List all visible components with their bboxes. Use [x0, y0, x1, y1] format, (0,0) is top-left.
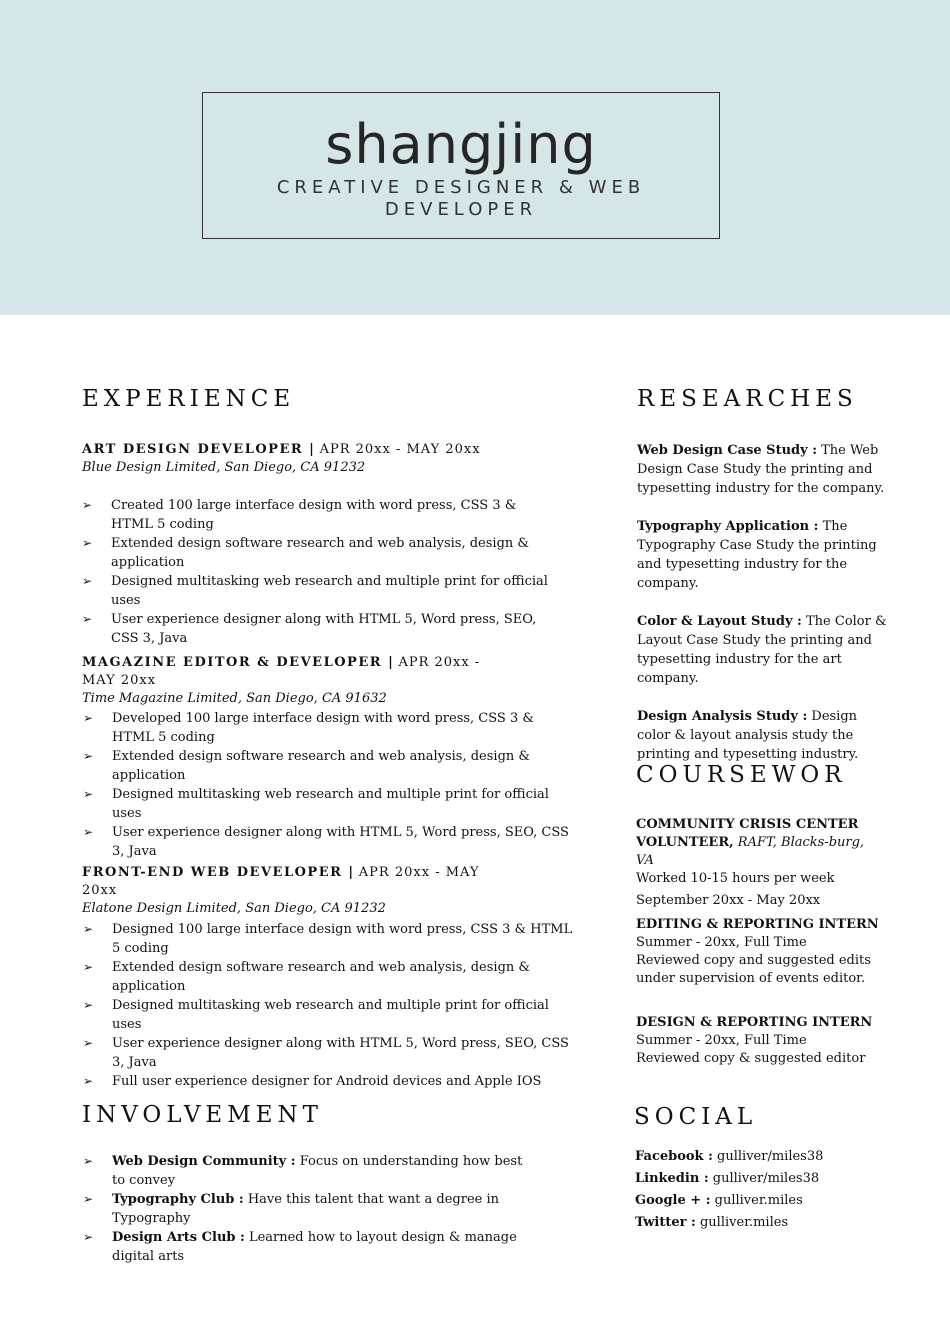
job-title-line	[82, 654, 482, 690]
job-title-line	[82, 864, 482, 900]
research-item: Design Analysis Study : Design color & layout analysis study the printing and typesetting industry.	[637, 709, 859, 762]
arrow-bullet-icon: ➢	[83, 960, 94, 974]
arrow-bullet-icon: ➢	[83, 787, 94, 801]
social-section	[634, 1104, 757, 1130]
coursework-item: DESIGN & REPORTING INTERN Summer - 20xx, Full Time Reviewed copy & suggested editor	[636, 1015, 873, 1066]
arrow-bullet-icon: ➢	[83, 922, 94, 936]
social-facebook: Facebook : gulliver/miles38	[635, 1149, 824, 1164]
list-item: ➢ Designed multitasking web research and multiple print for official uses	[83, 787, 549, 821]
researches-section	[637, 386, 858, 412]
arrow-bullet-icon: ➢	[83, 711, 94, 725]
social-twitter: Twitter : gulliver.miles	[635, 1215, 789, 1230]
researches-title: RESEARCHES	[637, 386, 858, 412]
social-title: SOCIAL	[634, 1104, 758, 1130]
job-dates: APR 20xx - MAY 20xx	[82, 865, 480, 898]
involvement-section	[82, 1102, 323, 1128]
arrow-bullet-icon: ➢	[83, 825, 94, 839]
arrow-bullet-icon: ➢	[83, 1036, 94, 1050]
list-item: ➢ Designed multitasking web research and multiple print for official uses	[83, 998, 549, 1032]
job-company: Elatone Design Limited, San Diego, CA 91232	[82, 901, 386, 916]
involvement-title: INVOLVEMENT	[82, 1102, 324, 1128]
experience-title: EXPERIENCE	[82, 386, 296, 412]
social-google: Google + : gulliver.miles	[635, 1193, 803, 1208]
coursework-item: EDITING & REPORTING INTERN Summer - 20xx, Full Time Reviewed copy and suggested edits under supervision of events editor.	[636, 917, 879, 986]
arrow-bullet-icon: ➢	[83, 1154, 94, 1168]
arrow-bullet-icon: ➢	[83, 1192, 94, 1206]
arrow-bullet-icon: ➢	[83, 749, 94, 763]
arrow-bullet-icon: ➢	[83, 1230, 94, 1244]
job-2-bullets	[83, 709, 578, 861]
job-1-bullets	[82, 496, 562, 646]
social-list	[635, 1146, 895, 1234]
list-item: ➢ Typography Club : Have this talent that want a degree in Typography	[83, 1192, 500, 1226]
arrow-bullet-icon: ➢	[82, 536, 93, 550]
arrow-bullet-icon: ➢	[82, 498, 93, 512]
job-dates: APR 20xx - MAY 20xx	[319, 442, 481, 457]
list-item: ➢ Design Arts Club : Learned how to layout design & manage digital arts	[83, 1230, 517, 1264]
job-title: ART DESIGN DEVELOPER |	[82, 442, 316, 457]
job-company: Time Magazine Limited, San Diego, CA 91632	[82, 691, 387, 706]
list-item: ➢ Extended design software research and web analysis, design & application	[82, 536, 529, 570]
job-1	[82, 441, 562, 477]
list-item: ➢ Created 100 large interface design with word press, CSS 3 & HTML 5 coding	[82, 498, 517, 532]
arrow-bullet-icon: ➢	[82, 574, 93, 588]
list-item: ➢ User experience designer along with HTML 5, Word press, SEO, CSS 3, Java	[82, 612, 537, 646]
coursework-title: COURSEWOR	[636, 762, 847, 788]
job-company: Blue Design Limited, San Diego, CA 91232	[82, 460, 366, 475]
job-dates: APR 20xx - MAY 20xx	[82, 655, 481, 688]
job-3-bullets	[83, 920, 578, 1091]
research-item: Typography Application : The Typography Case Study the printing and typesetting industry for the company.	[637, 519, 877, 591]
candidate-role: CREATIVE DESIGNER & WEB DEVELOPER	[276, 177, 646, 220]
coursework-section	[636, 762, 847, 788]
researches-list	[637, 441, 887, 762]
list-item: ➢ Extended design software research and web analysis, design & application	[83, 960, 530, 994]
experience-section	[82, 386, 295, 412]
research-item: Web Design Case Study : The Web Design Case Study the printing and typesetting industry for the company.	[637, 443, 885, 496]
job-title: FRONT-END WEB DEVELOPER |	[82, 865, 355, 880]
arrow-bullet-icon: ➢	[83, 1074, 94, 1088]
list-item: ➢ Designed multitasking web research and multiple print for official uses	[82, 574, 548, 608]
name-box	[202, 92, 720, 239]
job-title: MAGAZINE EDITOR & DEVELOPER |	[82, 655, 395, 670]
research-item: Color & Layout Study : The Color & Layout Case Study the printing and typesetting industry for the art company.	[637, 614, 887, 686]
job-title-line	[82, 441, 562, 459]
job-2	[82, 654, 482, 706]
candidate-name: shangjing	[325, 113, 597, 176]
list-item: ➢ Full user experience designer for Android devices and Apple IOS	[83, 1074, 542, 1089]
list-item: ➢ Developed 100 large interface design with word press, CSS 3 & HTML 5 coding	[83, 711, 534, 745]
arrow-bullet-icon: ➢	[83, 998, 94, 1012]
social-linkedin: Linkedin : gulliver/miles38	[635, 1171, 820, 1186]
job-3	[82, 864, 482, 916]
list-item: ➢ Extended design software research and web analysis, design & application	[83, 749, 530, 783]
involvement-list	[83, 1152, 528, 1266]
coursework-item: COMMUNITY CRISIS CENTER VOLUNTEER, RAFT, Blacks-burg, VA Worked 10-15 hours per week September 20xx - May 20xx	[636, 817, 865, 908]
list-item: ➢ User experience designer along with HTML 5, Word press, SEO, CSS 3, Java	[83, 825, 569, 859]
list-item: ➢ Designed 100 large interface design with word press, CSS 3 & HTML 5 coding	[83, 922, 573, 956]
list-item: ➢ User experience designer along with HTML 5, Word press, SEO, CSS 3, Java	[83, 1036, 569, 1070]
list-item: ➢ Web Design Community : Focus on understanding how best to convey	[83, 1154, 523, 1188]
arrow-bullet-icon: ➢	[82, 612, 93, 626]
